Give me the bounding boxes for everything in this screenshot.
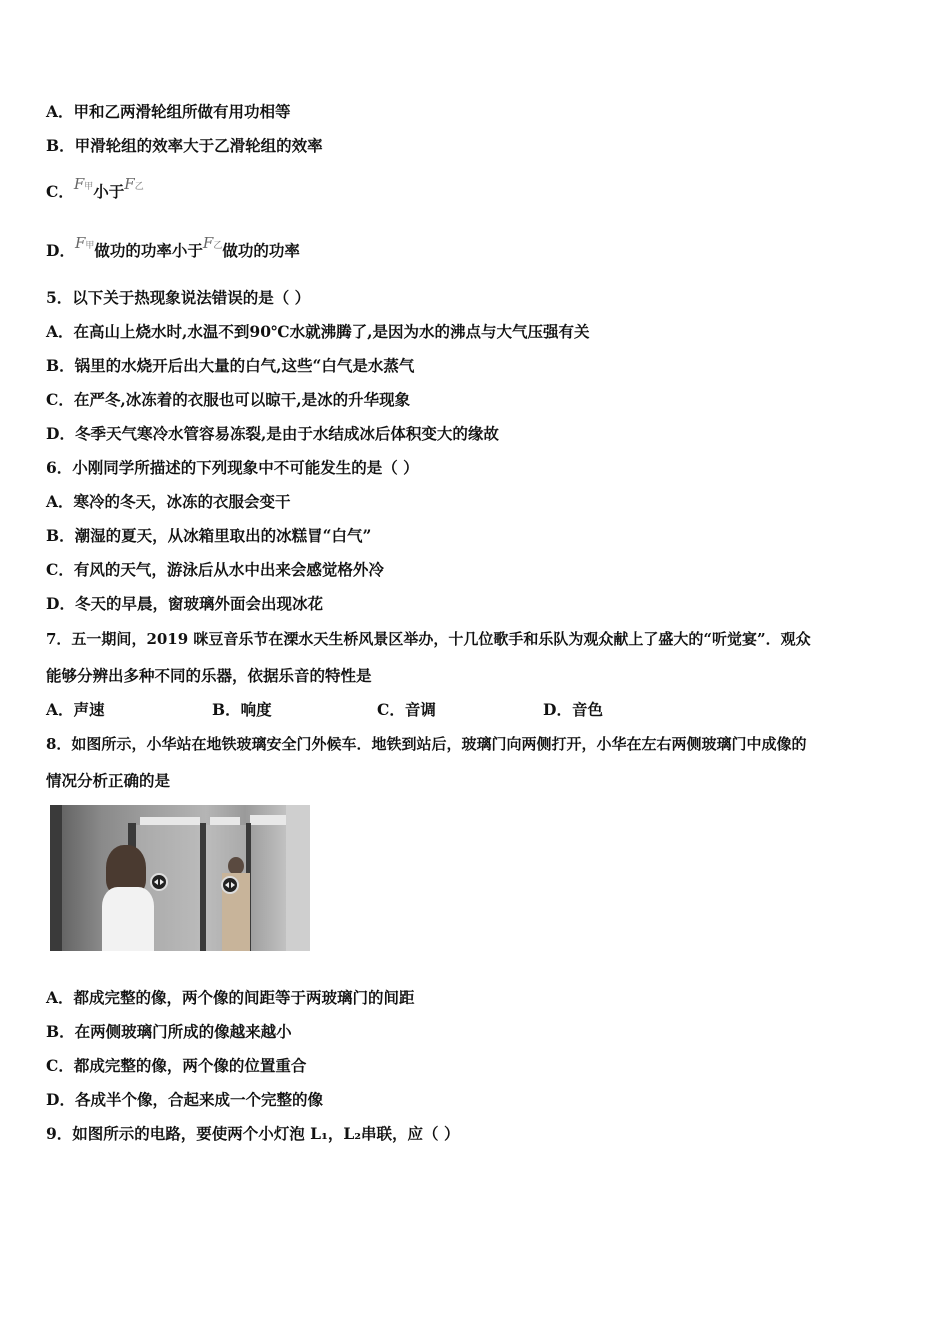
q6-option-a: A．寒冷的冬天，冰冻的衣服会变干 bbox=[46, 492, 291, 511]
q7-option-d: D．音色 bbox=[543, 700, 603, 719]
q4-option-d-suffix: 做功的功率 bbox=[222, 241, 300, 260]
force-f-jia: F甲 bbox=[73, 175, 94, 193]
q8-stem-line1: 8．如图所示，小华站在地铁玻璃安全门外候车．地铁到站后，玻璃门向两侧打开，小华在左右两侧玻璃门中成像的 bbox=[46, 735, 807, 753]
q7-stem-line2: 能够分辨出多种不同的乐器，依据乐音的特性是 bbox=[46, 666, 372, 685]
q8-option-d: D．各成半个像，合起来成一个完整的像 bbox=[46, 1090, 323, 1109]
force-f-yi: F乙 bbox=[202, 234, 223, 252]
q4-option-d-letter: D． bbox=[46, 241, 75, 260]
q4-option-a: A．甲和乙两滑轮组所做有用功相等 bbox=[46, 102, 291, 121]
q6-option-c: C．有风的天气，游泳后从水中出来会感觉格外冷 bbox=[46, 560, 384, 579]
q8-option-c: C．都成完整的像，两个像的位置重合 bbox=[46, 1056, 307, 1075]
door-arrow-icon bbox=[221, 876, 239, 894]
q7-option-b: B．响度 bbox=[212, 700, 272, 719]
q5-option-a: A．在高山上烧水时,水温不到90℃水就沸腾了,是因为水的沸点与大气压强有关 bbox=[46, 322, 590, 341]
subway-glass-door-photo bbox=[50, 805, 310, 951]
q9-stem: 9．如图所示的电路，要使两个小灯泡 L₁，L₂串联，应（ ） bbox=[46, 1124, 460, 1143]
q4-option-d-text: 做功的功率小于 bbox=[94, 241, 203, 260]
q4-option-c-letter: C． bbox=[46, 182, 74, 201]
q6-option-d: D．冬天的早晨，窗玻璃外面会出现冰花 bbox=[46, 594, 323, 613]
force-f-jia: F甲 bbox=[74, 234, 95, 252]
q5-option-c: C．在严冬,冰冻着的衣服也可以晾干,是冰的升华现象 bbox=[46, 390, 411, 409]
q6-stem: 6．小刚同学所描述的下列现象中不可能发生的是（ ） bbox=[46, 458, 419, 477]
q8-stem-line2: 情况分析正确的是 bbox=[46, 771, 171, 790]
q7-option-c: C．音调 bbox=[377, 700, 436, 719]
q7-stem-line1: 7．五一期间，2019 咪豆音乐节在溧水天生桥风景区举办，十几位歌手和乐队为观众献上了盛大的“听觉宴”．观众 bbox=[46, 630, 811, 648]
q6-option-b: B．潮湿的夏天，从冰箱里取出的冰糕冒“白气” bbox=[46, 526, 372, 545]
q4-option-c bbox=[46, 175, 144, 205]
q4-option-b: B．甲滑轮组的效率大于乙滑轮组的效率 bbox=[46, 136, 323, 155]
force-f-yi: F乙 bbox=[124, 175, 144, 193]
q8-option-b: B．在两侧玻璃门所成的像越来越小 bbox=[46, 1022, 292, 1041]
q5-stem: 5．以下关于热现象说法错误的是（ ） bbox=[46, 288, 311, 307]
q8-option-a: A．都成完整的像，两个像的间距等于两玻璃门的间距 bbox=[46, 988, 415, 1007]
q5-option-d: D．冬季天气寒冷水管容易冻裂,是由于水结成冰后体积变大的缘故 bbox=[46, 424, 499, 443]
door-arrow-icon bbox=[150, 873, 168, 891]
q4-option-d bbox=[46, 234, 300, 264]
q4-option-c-text: 小于 bbox=[93, 182, 125, 201]
q5-option-b: B．锅里的水烧开后出大量的白气,这些“白气是水蒸气 bbox=[46, 356, 415, 375]
q7-option-a: A．声速 bbox=[46, 700, 105, 719]
